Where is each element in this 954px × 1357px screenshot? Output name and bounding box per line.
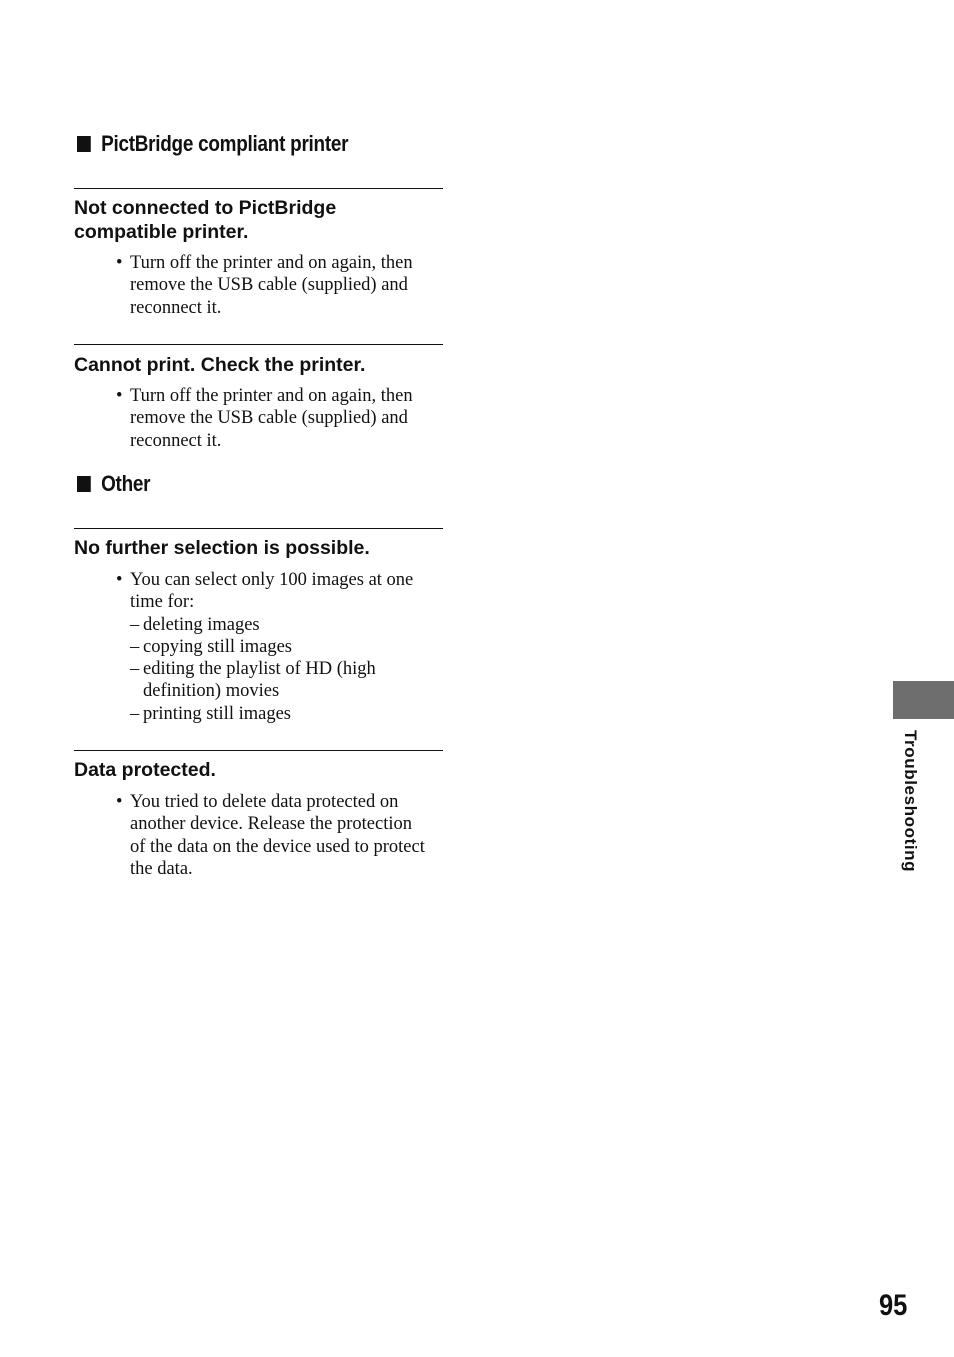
text-line: the data. (130, 858, 193, 879)
page-number: 95 (879, 1289, 908, 1322)
text-line: remove the USB cable (supplied) and (130, 275, 408, 296)
topic-title-line: Not connected to PictBridge (74, 197, 337, 219)
chapter-tab-marker (893, 681, 954, 719)
topic-divider (74, 188, 443, 189)
dash-mark: – (130, 703, 140, 724)
topic-title-line: compatible printer. (74, 221, 249, 243)
text-line: You can select only 100 images at one (130, 570, 414, 590)
topic-divider (74, 528, 443, 529)
text-line: definition) movies (143, 681, 280, 702)
dash-item (116, 636, 446, 658)
text-line: remove the USB cable (supplied) and (130, 408, 408, 429)
dash-mark: – (130, 614, 140, 635)
text-line: reconnect it. (130, 430, 222, 451)
topic-title-line: Cannot print. Check the printer. (74, 354, 366, 376)
text-line: Turn off the printer and on again, then (130, 386, 413, 406)
heading-square-icon (77, 136, 91, 152)
topic-title-data-protected (74, 758, 454, 782)
text-line: of the data on the device used to protect (130, 836, 425, 857)
topic-title-not-connected (74, 196, 454, 244)
heading-square-icon (77, 476, 91, 492)
dash-text (143, 614, 446, 636)
dash-item (116, 703, 446, 725)
topic-body (116, 252, 446, 319)
dash-text (143, 703, 446, 725)
text-line: printing still images (143, 703, 291, 724)
text-line: You tried to delete data protected on (130, 792, 399, 812)
text-line: another device. Release the protection (130, 814, 412, 835)
dash-mark: – (130, 659, 140, 680)
dash-item (116, 658, 446, 703)
topic-body (116, 569, 446, 725)
topic-body (116, 791, 446, 880)
bullet-mark: • (116, 792, 123, 812)
text-line: Turn off the printer and on again, then (130, 253, 413, 273)
dash-item (116, 614, 446, 636)
bullet-item (116, 252, 446, 319)
dash-text (143, 658, 446, 703)
section-heading-other (77, 471, 150, 497)
section-heading-text: PictBridge compliant printer (101, 131, 349, 156)
bullet-text (130, 791, 446, 880)
section-heading-text: Other (101, 471, 151, 496)
section-heading-pictbridge (77, 131, 348, 157)
bullet-mark: • (116, 253, 123, 273)
topic-divider (74, 344, 443, 345)
chapter-tab-label: Troubleshooting (901, 730, 920, 873)
text-line: time for: (130, 592, 195, 613)
topic-title-line: Data protected. (74, 759, 216, 781)
bullet-text (130, 252, 446, 319)
bullet-mark: • (116, 570, 123, 590)
topic-title-line: No further selection is possible. (74, 537, 370, 559)
bullet-text (130, 385, 446, 452)
bullet-item (116, 791, 446, 880)
dash-text (143, 636, 446, 658)
text-line: deleting images (143, 614, 260, 635)
topic-body (116, 385, 446, 452)
bullet-item (116, 385, 446, 452)
text-line: editing the playlist of HD (high (143, 659, 376, 680)
topic-title-cannot-print (74, 353, 454, 377)
bullet-mark: • (116, 386, 123, 406)
dash-mark: – (130, 636, 140, 657)
text-line: copying still images (143, 636, 293, 657)
bullet-text (130, 569, 446, 614)
topic-title-no-further-selection (74, 536, 454, 560)
bullet-item (116, 569, 446, 614)
text-line: reconnect it. (130, 297, 222, 318)
topic-divider (74, 750, 443, 751)
